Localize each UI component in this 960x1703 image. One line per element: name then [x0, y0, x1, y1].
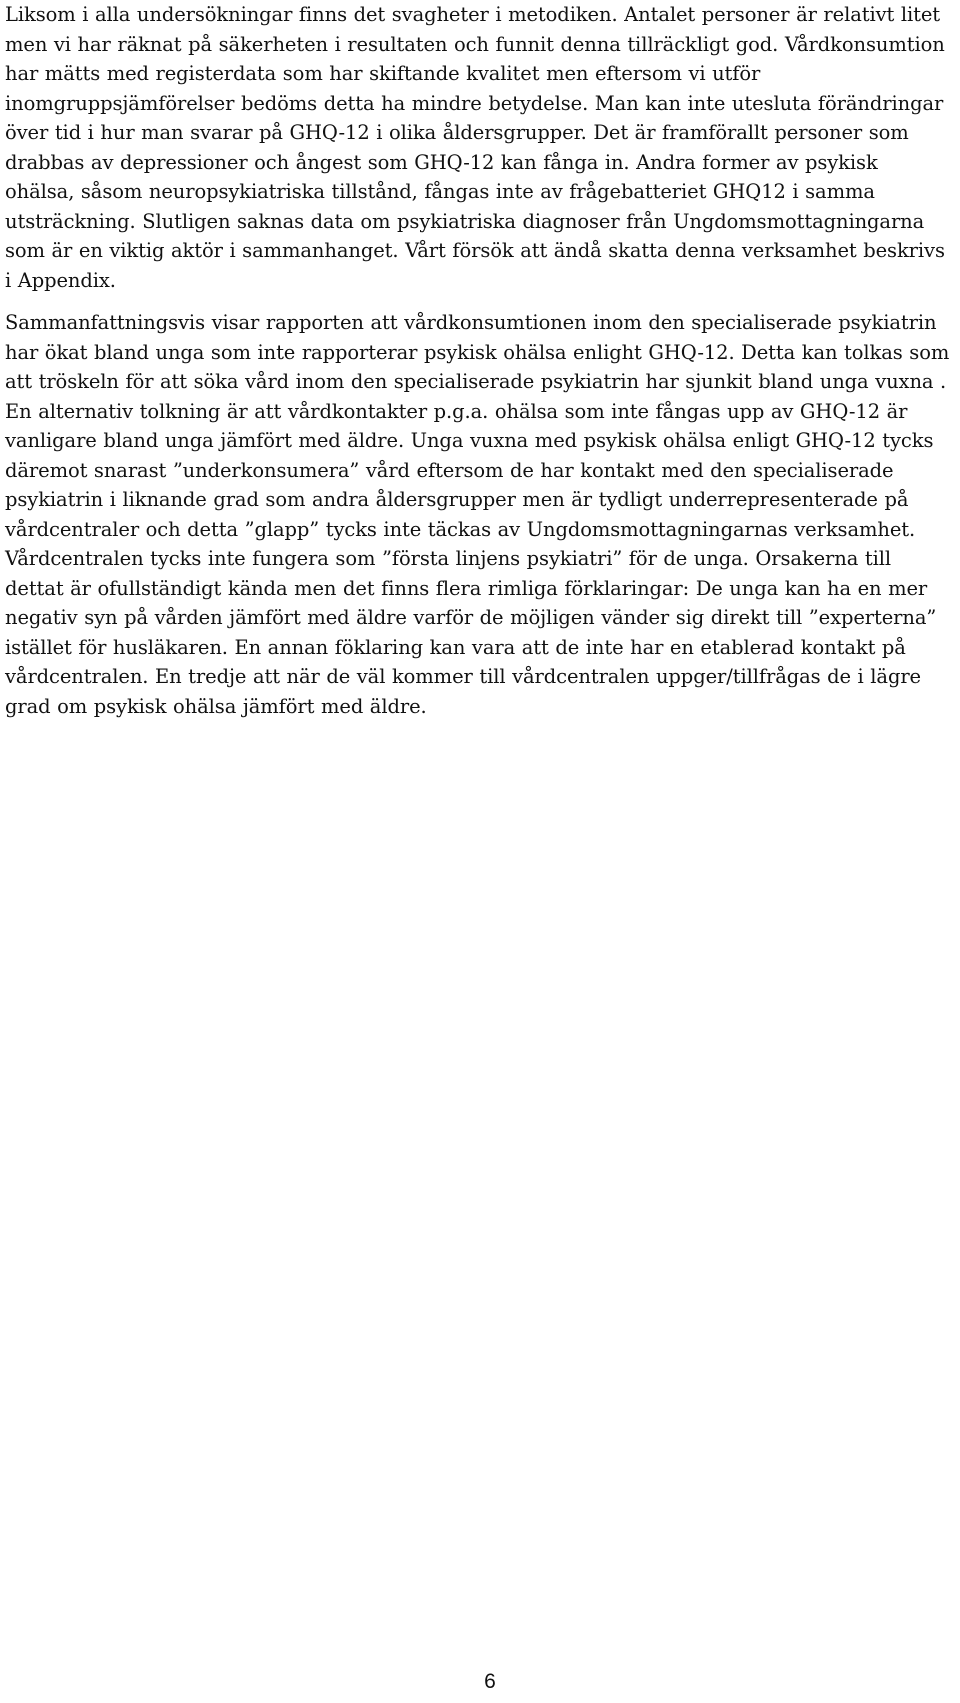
- document-page: [5, 0, 950, 721]
- paragraph-methodology: Liksom i alla undersökningar finns det svagheter i metodiken. Antalet personer är relativt litet men vi har räknat på säkerheten i resultaten och funnit denna tillräckligt god. Vårdkonsumtion har mätts med registerdata som har skiftande kvalitet men eftersom vi utför inomgruppsjämförelser bedöms detta ha mindre betydelse. Man kan inte utesluta förändringar över tid i hur man svarar på GHQ-12 i olika åldersgrupper. Det är framförallt personer som drabbas av depressioner och ångest som GHQ-12 kan fånga in. Andra former av psykisk ohälsa, såsom neuropsykiatriska tillstånd, fångas inte av frågebatteriet GHQ12 i samma utsträckning. Slutligen saknas data om psykiatriska diagnoser från Ungdomsmottagningarna som är en viktig aktör i sammanhanget. Vårt försök att ändå skatta denna verksamhet beskrivs i Appendix.: [5, 3, 945, 292]
- page-number: 6: [484, 1670, 496, 1693]
- paragraph-summary: Sammanfattningsvis visar rapporten att vårdkonsumtionen inom den specialiserade psykiatrin har ökat bland unga som inte rapporterar psykisk ohälsa enlight GHQ-12. Detta kan tolkas som att tröskeln för att söka vård inom den specialiserade psykiatrin har sjunkit bland unga vuxna . En alternativ tolkning är att vårdkontakter p.g.a. ohälsa som inte fångas upp av GHQ-12 är vanligare bland unga jämfört med äldre. Unga vuxna med psykisk ohälsa enligt GHQ-12 tycks däremot snarast ”underkonsumera” vård eftersom de har kontakt med den specialiserade psykiatrin i liknande grad som andra åldersgrupper men är tydligt underrepresenterade på vårdcentraler och detta ”glapp” tycks inte täckas av Ungdomsmottagningarnas verksamhet. Vårdcentralen tycks inte fungera som ”första linjens psykiatri” för de unga. Orsakerna till dettat är ofullständigt kända men det finns flera rimliga förklaringar: De unga kan ha en mer negativ syn på vården jämfört med äldre varför de möjligen vänder sig direkt till ”experterna” istället för husläkaren. En annan föklaring kan vara att de inte har en etablerad kontakt på vårdcentralen. En tredje att när de väl kommer till vårdcentralen uppger/tillfrågas de i lägre grad om psykisk ohälsa jämfört med äldre.: [5, 311, 950, 718]
